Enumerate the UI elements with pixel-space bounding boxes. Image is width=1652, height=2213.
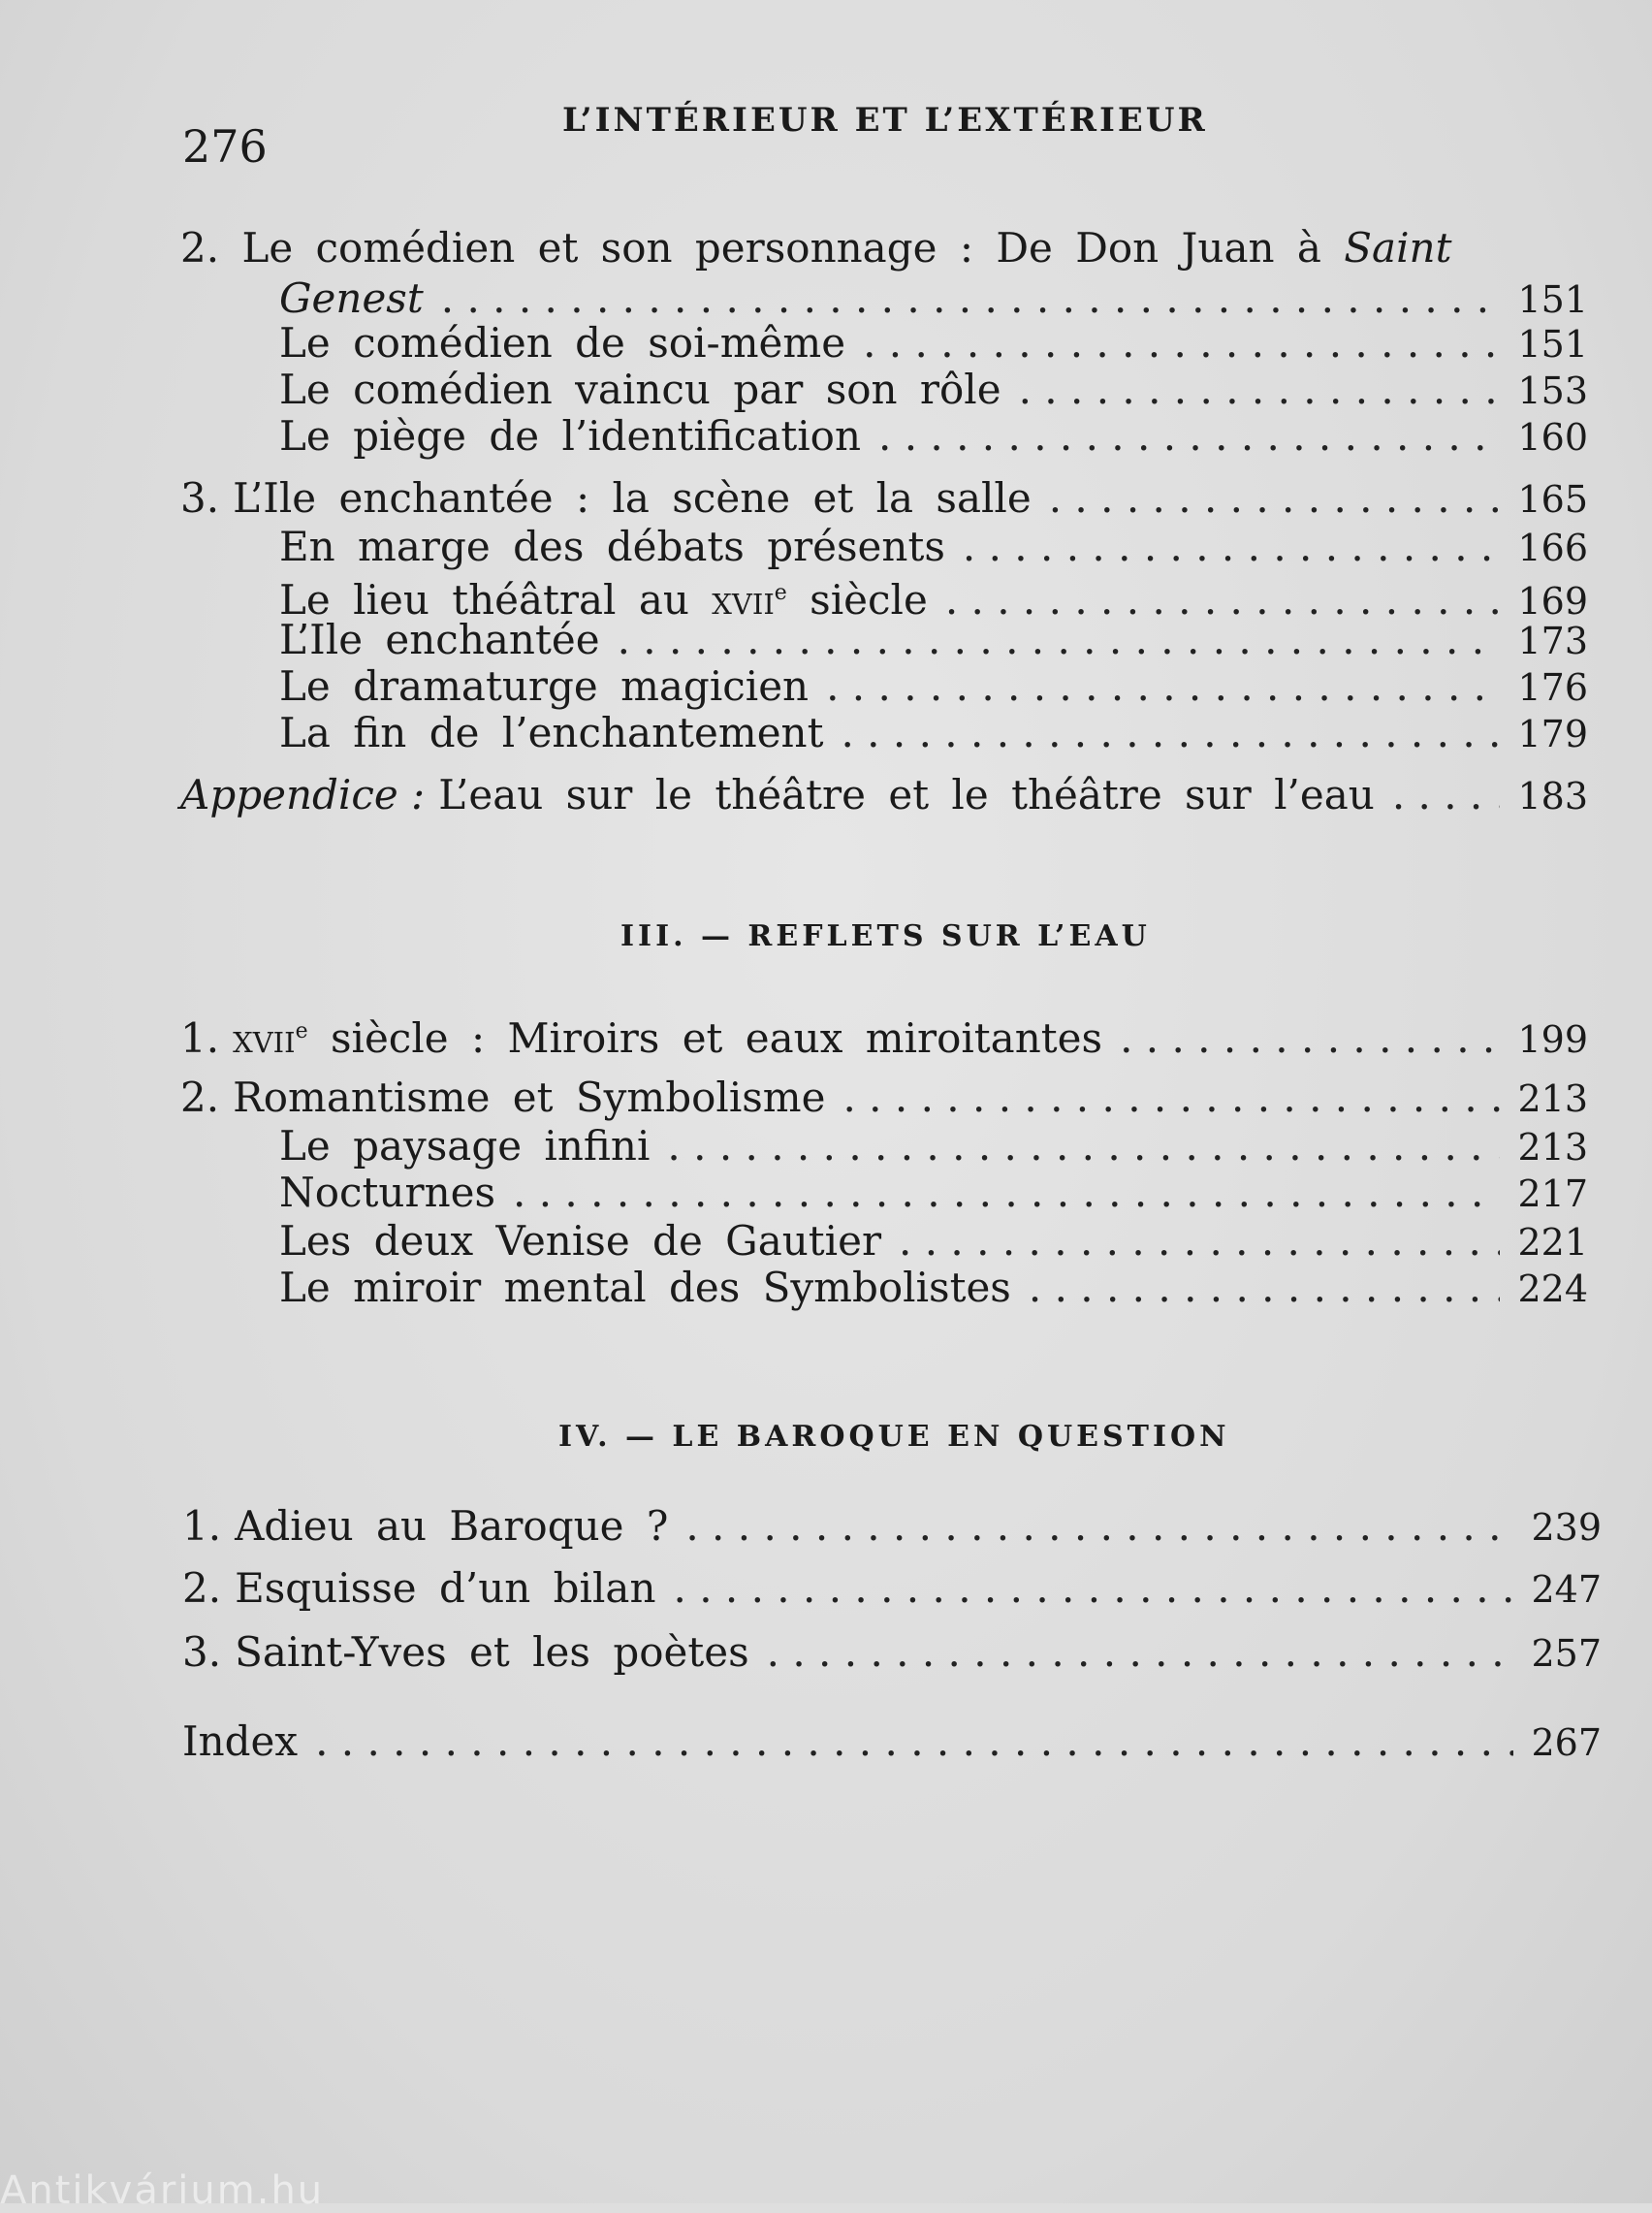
entry-page: 173 [1517, 620, 1588, 662]
entry-page: 257 [1531, 1632, 1602, 1675]
entry-page: 247 [1531, 1568, 1602, 1611]
part-3-heading: III. — REFLETS SUR L’EAU [620, 919, 1151, 953]
entry-page: 213 [1517, 1126, 1588, 1169]
entry-page: 151 [1517, 278, 1588, 321]
entry-page: 151 [1517, 323, 1588, 366]
appendix-prefix: Appendice : [180, 771, 426, 818]
toc-entry-appendix[interactable] [180, 772, 1588, 819]
dot-leader [1029, 1265, 1501, 1311]
dot-leader [963, 524, 1501, 570]
dot-leader [826, 663, 1500, 710]
entry-page: 183 [1517, 775, 1588, 818]
toc-entry-chapter-2[interactable] [279, 275, 1588, 323]
entry-page: 166 [1517, 527, 1588, 569]
entry-label: L’Ile enchantée [279, 616, 600, 663]
entry-label: Saint-Yves et les poètes [235, 1628, 749, 1676]
toc-entry-part4-chapter-3[interactable] [182, 1629, 1602, 1677]
entry-label: L’Ile enchantée : la scène et la salle [233, 474, 1032, 522]
entry-page: 153 [1517, 369, 1588, 412]
chapter-number: 3. [182, 1628, 222, 1676]
chapter-number: 2. [180, 224, 220, 272]
entry-page: 199 [1517, 1018, 1588, 1061]
toc-entry-part4-chapter-1[interactable] [182, 1503, 1602, 1551]
dot-leader [878, 413, 1500, 460]
entry-label: Genest [279, 274, 424, 322]
label-part: siècle : Miroirs et eaux miroitantes [330, 1014, 1103, 1062]
entry-page: 176 [1517, 666, 1588, 709]
dot-leader [441, 275, 1501, 322]
entry-page: 224 [1517, 1267, 1588, 1310]
dot-leader [1049, 475, 1501, 522]
chapter-number: 1. [182, 1502, 222, 1550]
entry-page: 267 [1531, 1721, 1602, 1764]
toc-entry-sub[interactable] [279, 413, 1588, 461]
entry-label: Le dramaturge magicien [279, 662, 810, 710]
chapter-number: 3. [180, 474, 220, 522]
entry-page: 221 [1517, 1221, 1588, 1264]
toc-entry-part4-chapter-2[interactable] [182, 1565, 1602, 1613]
watermark: Antikvárium.hu [0, 2168, 325, 2213]
entry-page: 169 [1517, 580, 1588, 623]
label-part: Le lieu théâtral au [279, 576, 689, 624]
dot-leader [841, 710, 1500, 756]
toc-entry-sub[interactable] [279, 1123, 1588, 1171]
toc-chapter-2-title-line1 [180, 225, 1451, 272]
century-numeral: xvii [233, 1014, 296, 1062]
entry-label: Les deux Venise de Gautier [279, 1217, 882, 1265]
page-number: 276 [182, 120, 268, 173]
entry-label: Esquisse d’un bilan [235, 1564, 656, 1612]
dot-leader [842, 1074, 1500, 1121]
toc-entry-part3-chapter-1[interactable] [180, 1009, 1588, 1063]
toc-entry-sub[interactable] [279, 1265, 1588, 1312]
toc-entry-index[interactable] [182, 1718, 1602, 1766]
entry-label: Le piège de l’identification [279, 412, 861, 460]
century-numeral: xvii [712, 576, 775, 624]
toc-entry-sub[interactable] [279, 1170, 1588, 1217]
chapter-title: Le comédien et son personnage : De Don Juan à [241, 224, 1321, 272]
entry-page: 165 [1517, 478, 1588, 521]
toc-entry-sub[interactable] [279, 663, 1588, 711]
toc-entry-sub[interactable] [279, 1218, 1588, 1266]
dot-leader [315, 1718, 1513, 1765]
entry-label: Le paysage infini [279, 1122, 651, 1170]
entry-label: Index [182, 1717, 299, 1765]
entry-page: 179 [1517, 713, 1588, 755]
dot-leader [767, 1629, 1514, 1676]
entry-page: 213 [1517, 1077, 1588, 1120]
entry-label: Romantisme et Symbolisme [233, 1074, 826, 1121]
entry-page: 239 [1531, 1506, 1602, 1549]
part-4-heading: IV. — LE BAROQUE EN QUESTION [558, 1420, 1230, 1454]
toc-entry-sub[interactable] [279, 367, 1588, 414]
century-superscript: e [295, 1019, 308, 1043]
entry-label: En marge des débats présents [279, 523, 945, 570]
dot-leader [667, 1123, 1500, 1170]
entry-label [233, 1009, 1102, 1062]
dot-leader [863, 320, 1500, 367]
entry-label: Le comédien vaincu par son rôle [279, 366, 1001, 413]
entry-label: La fin de l’enchantement [279, 709, 824, 756]
toc-entry-part3-chapter-2[interactable] [180, 1074, 1588, 1122]
running-title: L’INTÉRIEUR ET L’EXTÉRIEUR [562, 101, 1208, 140]
entry-label: Le miroir mental des Symbolistes [279, 1264, 1011, 1311]
chapter-number: 2. [180, 1074, 220, 1121]
entry-label: L’eau sur le théâtre et le théâtre sur l’eau [438, 771, 1375, 818]
dot-leader [899, 1218, 1500, 1265]
toc-entry-sub[interactable] [279, 710, 1588, 757]
entry-page: 217 [1517, 1172, 1588, 1215]
dot-leader [513, 1170, 1500, 1216]
dot-leader [618, 617, 1501, 663]
label-part: siècle [810, 576, 928, 624]
dot-leader [674, 1565, 1514, 1612]
dot-leader [685, 1503, 1513, 1550]
entry-label: Adieu au Baroque ? [235, 1502, 669, 1550]
dot-leader [1019, 367, 1501, 413]
toc-entry-sub[interactable] [279, 617, 1588, 664]
toc-entry-chapter-3[interactable] [180, 475, 1588, 523]
chapter-title-italic: Saint [1344, 224, 1452, 272]
dot-leader [1392, 772, 1501, 818]
dot-leader [1120, 1015, 1500, 1062]
chapter-number: 2. [182, 1564, 222, 1612]
toc-entry-sub[interactable] [279, 524, 1588, 571]
entry-label: Nocturnes [279, 1169, 496, 1216]
chapter-number: 1. [180, 1014, 220, 1062]
entry-label: Le comédien de soi-même [279, 319, 846, 367]
toc-entry-sub[interactable] [279, 320, 1588, 368]
century-superscript: e [774, 581, 787, 605]
entry-page: 160 [1517, 416, 1588, 459]
